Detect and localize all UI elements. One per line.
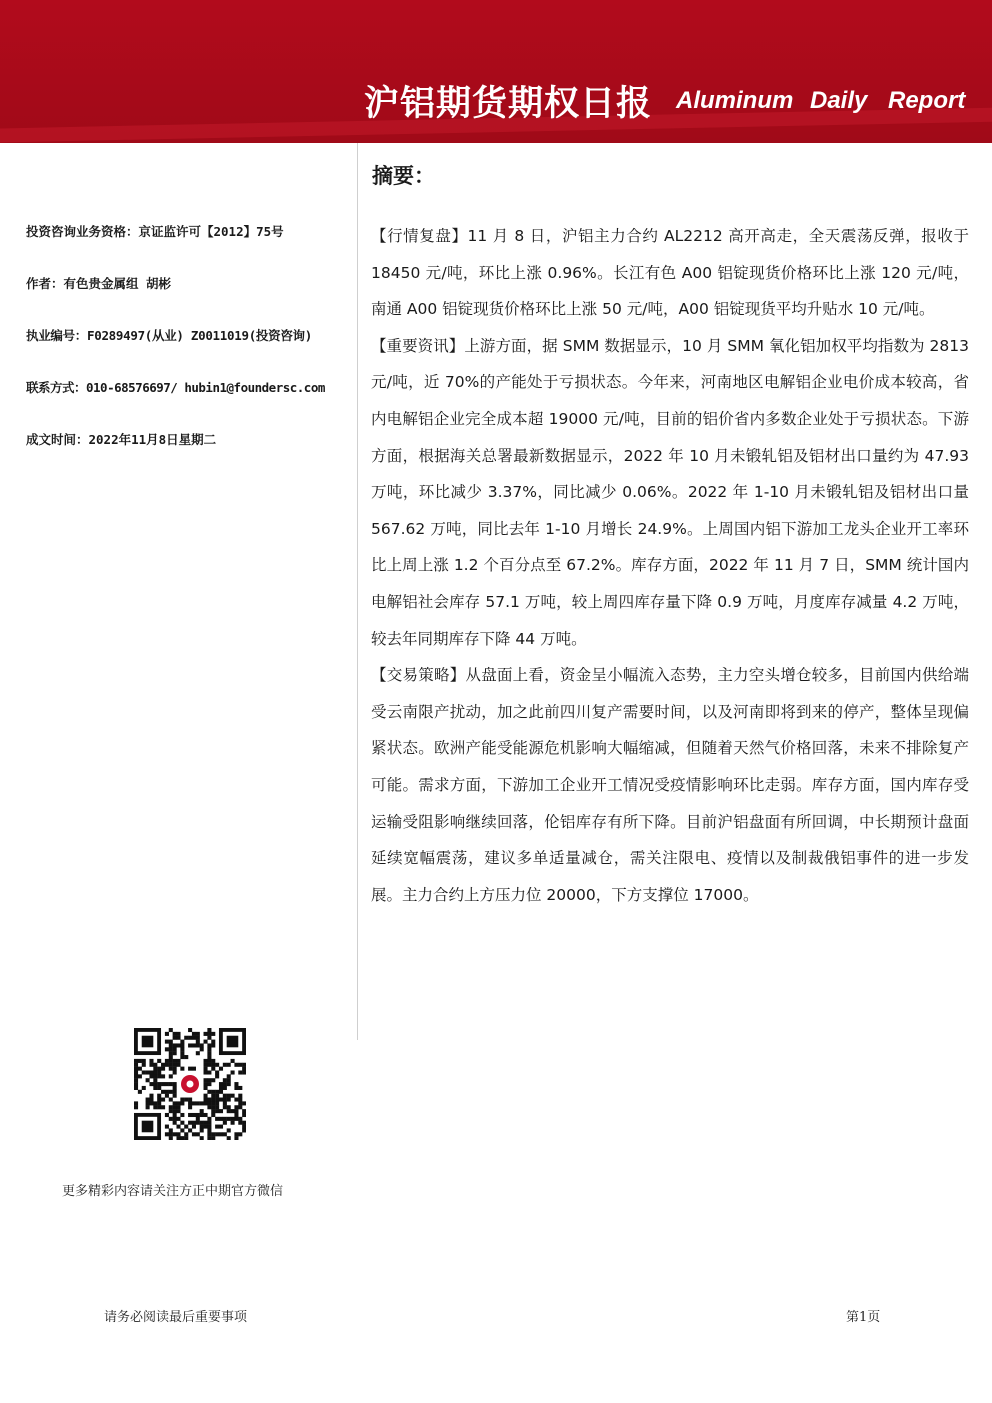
- author-line: 作者：有色贵金属组 胡彬: [26, 276, 172, 291]
- report-title-cn: 沪铝期货期权日报: [364, 84, 653, 124]
- header-banner: [0, 0, 992, 143]
- column-divider: [357, 143, 358, 1040]
- qr-caption: 更多精彩内容请关注方正中期官方微信: [62, 1184, 284, 1199]
- qr-code-graphic: [134, 1028, 246, 1140]
- summary-body: [371, 218, 969, 913]
- report-title-en-daily: Daily: [810, 87, 868, 114]
- footer-notice: 请务必阅读最后重要事项: [104, 1310, 248, 1325]
- report-title-en-aluminum: Aluminum: [676, 87, 794, 114]
- qualification-line: 投资咨询业务资格：京证监许可【2012】75号: [26, 224, 284, 239]
- summary-heading: 摘要：: [372, 164, 435, 188]
- contact-line: 联系方式：010-68576697/ hubin1@foundersc.com: [26, 380, 325, 395]
- date-line: 成文时间：2022年11月8日星期二: [26, 432, 217, 447]
- trading-strategy-paragraph: 【交易策略】从盘面上看，资金呈小幅流入态势，主力空头增仓较多，目前国内供给端受云南限产扰动，加之此前四川复产需要时间，以及河南即将到来的停产，整体呈现偏紧状态。欧洲产能受能源危机影响大幅缩减，但随着天然气价格回落，未来不排除复产可能。需求方面，下游加工企业开工情况受疫情影响环比走弱。库存方面，国内库存受运输受阻影响继续回落，伦铝库存有所下降。目前沪铝盘面有所回调，中长期预计盘面延续宽幅震荡，建议多单适量减仓，需关注限电、疫情以及制裁俄铝事件的进一步发展。主力合约上方压力位 20000，下方支撑位 17000。: [371, 666, 969, 904]
- page-number: 第1页: [846, 1310, 881, 1325]
- market-review-paragraph: 【行情复盘】11 月 8 日，沪铝主力合约 AL2212 高开高走，全天震荡反弹，报收于 18450 元/吨，环比上涨 0.96%。长江有色 A00 铝锭现货价格环比上涨 120 元/吨，南通 A00 铝锭现货价格环比上涨 50 元/吨，A00 铝锭现货平均升贴水 10 元/吨。: [371, 227, 969, 319]
- license-line: 执业编号：F0289497(从业) Z0011019(投资咨询): [26, 328, 312, 343]
- report-title-en-report: Report: [888, 87, 966, 114]
- qr-code-icon: [134, 1028, 246, 1140]
- key-news-paragraph: 【重要资讯】上游方面，据 SMM 数据显示，10 月 SMM 氧化铝加权平均指数为 2813 元/吨，近 70%的产能处于亏损状态。今年来，河南地区电解铝企业电价成本较高，省内电解铝企业完全成本超 19000 元/吨，目前的铝价省内多数企业处于亏损状态。下游方面，根据海关总署最新数据显示，2022 年 10 月未锻轧铝及铝材出口量约为 47.93 万吨，环比减少 3.37%，同比减少 0.06%。2022 年 1-10 月未锻轧铝及铝材出口量 567.62 万吨，同比去年 1-10 月增长 24.9%。上周国内铝下游加工龙头企业开工率环比上周上涨 1.2 个百分点至 67.2%。库存方面，2022 年 11 月 7 日，SMM 统计国内电解铝社会库存 57.1 万吨，较上周四库存量下降 0.9 万吨，月度库存减量 4.2 万吨，较去年同期库存下降 44 万吨。: [371, 336, 969, 648]
